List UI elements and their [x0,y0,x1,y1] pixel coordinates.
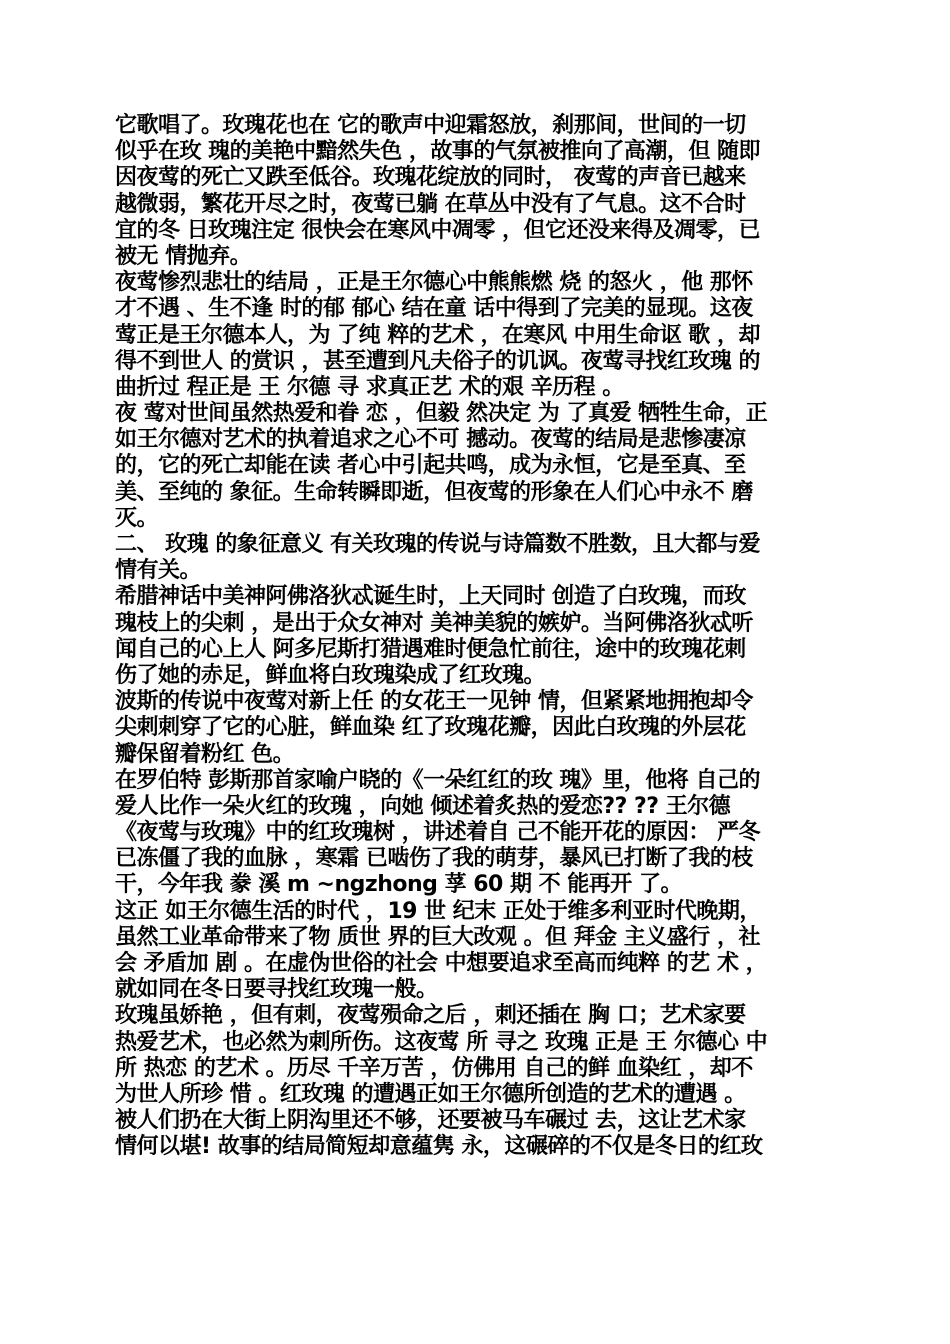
text-line: 情有关。 [115,558,202,584]
text-line: 情何以堪! 故事的结局简短却意蕴隽 永，这碾碎的不仅是冬日的红玫 [115,1134,763,1160]
text-line: 因夜莺的死亡又跌至低谷。玫瑰花绽放的同时， 夜莺的声音已越来 [115,165,746,191]
text-line: 被人们扔在大街上阴沟里还不够，还要被马车碾过 去，这让艺术家 [115,1108,746,1134]
text-line: 瑰枝上的尖刺 ，是出于众女神对 美神美貌的嫉妒。当阿佛洛狄忒听 [115,610,753,636]
text-line: 所 热恋 的艺术 。历尽 千辛万苦 ，仿佛用 自己的鲜 血染红 ，却不 [115,1055,753,1081]
text-line: 希腊神话中美神阿佛洛狄忒诞生时，上天同时 创造了白玫瑰，而玫 [115,584,746,610]
text-line: 才不遇 、生不逢 时的郁 郁心 结在童 话中得到了完美的显现。这夜 [115,296,753,322]
text-line: 闻自己的心上人 阿多尼斯打猎遇难时便急忙前往，途中的玫瑰花刺 [115,636,746,662]
text-line: 被无 情抛弃。 [115,243,252,269]
text-line: 莺正是王尔德本人，为 了纯 粹的艺术 ，在寒风 中用生命讴 歌 ，却 [115,322,760,348]
text-line: 它歌唱了。玫瑰花也在 它的歌声中迎霜怒放，刹那间，世间的一切 [115,113,746,138]
text-line: 宜的冬 日玫瑰注定 很快会在寒风中凋零 ，但它还没来得及凋零，已 [115,217,760,243]
text-line: 伤了她的赤足，鲜血将白玫瑰染成了红玫瑰。 [115,662,546,688]
text-line: 爱人比作一朵火红的玫瑰 ，向她 倾述着炙热的爱恋?? ?? 王尔德 [115,793,731,819]
text-line: 得不到世人 的赏识 ，甚至遭到凡夫俗子的讥讽。夜莺寻找红玫瑰 的 [115,348,760,374]
text-line: 夜 莺对世间虽然热爱和眷 恋 ，但毅 然决定 为 了真爱 牺牲生命，正 [115,401,768,427]
text-line: 就如同在冬日要寻找红玫瑰一般。 [115,977,438,1003]
text-line: 会 矛盾加 剧 。在虚伪世俗的社会 中想要追求至高而纯粹 的艺 术 ， [115,951,768,976]
text-line: 已冻僵了我的血脉 ，寒霜 已啮伤了我的萌芽，暴风已打断了我的枝 [115,846,753,872]
text-line: 越微弱，繁花开尽之时，夜莺已躺 在草丛中没有了气息。这不合时 [115,191,746,217]
text-line: 夜莺惨烈悲壮的结局 ，正是王尔德心中熊熊燃 烧 的怒火 ，他 那怀 [115,270,753,296]
text-line: 《夜莺与玫瑰》中的红玫瑰树 ，讲述着自 己不能开花的原因： 严冬 [115,820,760,846]
text-line: 尖刺刺穿了它的心脏，鲜血染 红了玫瑰花瓣，因此白玫瑰的外层花 [115,715,746,741]
text-line: 如王尔德对艺术的执着追求之心不可 撼动。夜莺的结局是悲惨凄凉 [115,427,746,453]
text-line: 热爱艺术，也必然为刺所伤。这夜莺 所 寻之 玫瑰 正是 王 尔德心 中 [115,1029,768,1055]
text-line: 干，今年我 豢 溪 m ~ngzhong 莩 60 期 不 能再开 了。 [115,872,682,898]
text-line: 玫瑰虽娇艳 ，但有刺，夜莺殒命之后 ，刺还插在 胸 口；艺术家要 [115,1003,746,1029]
text-line: 瓣保留着粉红 色。 [115,741,295,767]
text-line: 这正 如王尔德生活的时代 ，19 世 纪末 正处于维多利亚时代晚期， [115,898,761,924]
text-line: 波斯的传说中夜莺对新上任 的女花王一见钟 情，但紧紧地拥抱却令 [115,689,753,715]
text-line: 虽然工业革命带来了物 质世 界的巨大改观 。但 拜金 主义盛行 ，社 [115,924,760,950]
text-line: 似乎在玫 瑰的美艳中黯然失色 ，故事的气氛被推向了高潮，但 随即 [115,139,760,165]
text-line: 为世人所珍 惜 。红玫瑰 的遭遇正如王尔德所创造的艺术的遭遇 。 [115,1081,746,1107]
section-heading-line: 二、 玫瑰 的象征意义 有关玫瑰的传说与诗篇数不胜数，且大都与爱 [115,532,760,557]
text-line: 的，它的死亡却能在读 者心中引起共鸣，成为永恒，它是至真、至 [115,453,746,479]
document-body [115,113,835,1161]
text-line: 美、至纯的 象征。生命转瞬即逝，但夜莺的形象在人们心中永不 磨 [115,479,753,505]
text-line: 曲折过 程正是 王 尔德 寻 求真正艺 术的艰 辛历程 。 [115,374,624,400]
text-line: 在罗伯特 彭斯那首家喻户晓的《一朵红红的玫 瑰》里，他将 自己的 [115,767,760,793]
text-line: 灭。 [115,505,159,531]
